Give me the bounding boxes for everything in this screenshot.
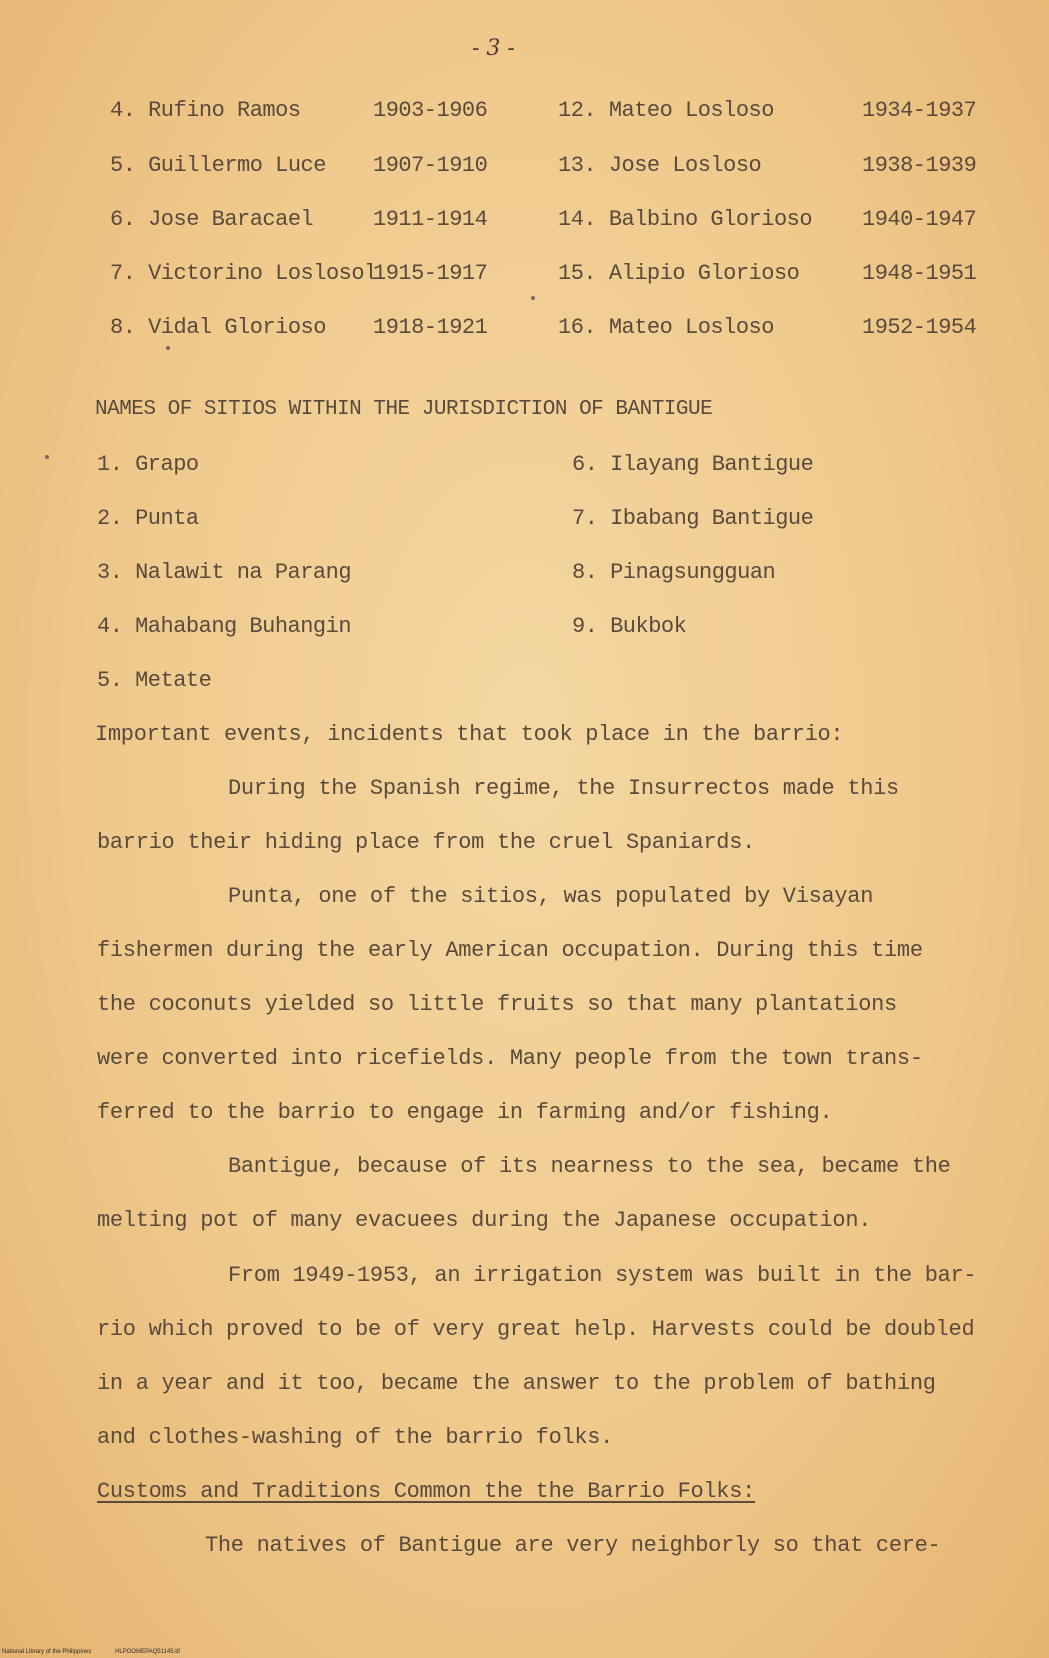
official-years: 1918-1921: [373, 315, 488, 340]
official-name: Mateo Losloso: [608, 98, 774, 123]
official-row: [110, 207, 313, 232]
events-heading: Important events, incidents that took place in the barrio:: [95, 722, 844, 747]
sitios-heading: NAMES OF SITIOS WITHIN THE JURISDICTION OF BANTIGUE: [95, 398, 713, 421]
sitio-item: 8. Pinagsungguan: [572, 560, 776, 585]
official-row: [558, 261, 799, 286]
official-number: 4.: [110, 98, 136, 123]
official-number: 8.: [110, 315, 136, 340]
page-number: - 3 -: [472, 36, 515, 61]
official-number: 5.: [110, 153, 136, 178]
body-line: From 1949-1953, an irrigation system was built in the bar-: [228, 1263, 977, 1288]
sitio-item: 6. Ilayang Bantigue: [572, 452, 814, 477]
official-number: 14.: [558, 207, 597, 232]
official-number: 15.: [558, 261, 597, 286]
body-line: rio which proved to be of very great help. Harvests could be doubled: [97, 1317, 975, 1342]
official-row: [558, 315, 774, 340]
footer-file-id: HLPOOMEPAQ51145.tif: [115, 1649, 180, 1655]
official-row: [110, 315, 326, 340]
official-years: 1915-1917: [373, 261, 488, 286]
official-name: Jose Losloso: [608, 153, 762, 178]
official-number: 6.: [110, 207, 136, 232]
official-row: [110, 261, 377, 286]
official-number: 13.: [558, 153, 597, 178]
sitio-item: 9. Bukbok: [572, 614, 687, 639]
stray-mark: [531, 296, 535, 300]
customs-heading: Customs and Traditions Common the the Barrio Folks:: [97, 1479, 756, 1504]
official-years: 1911-1914: [373, 207, 488, 232]
body-line: were converted into ricefields. Many people from the town trans-: [97, 1046, 923, 1071]
stray-mark: [45, 455, 49, 459]
sitio-item: 4. Mahabang Buhangin: [97, 614, 352, 639]
official-row: [558, 98, 774, 123]
body-line: and clothes-washing of the barrio folks.: [97, 1425, 614, 1450]
body-line: in a year and it too, became the answer to the problem of bathing: [97, 1371, 936, 1396]
body-line: During the Spanish regime, the Insurrectos made this: [228, 776, 899, 801]
official-years: 1907-1910: [373, 153, 488, 178]
body-line: melting pot of many evacuees during the Japanese occupation.: [97, 1208, 872, 1233]
stray-mark: [166, 346, 170, 350]
official-name: Balbino Glorioso: [608, 207, 813, 232]
body-line: the coconuts yielded so little fruits so that many plantations: [97, 992, 897, 1017]
body-line: ferred to the barrio to engage in farming and/or fishing.: [97, 1100, 833, 1125]
official-number: 16.: [558, 315, 597, 340]
official-row: [110, 153, 326, 178]
official-name: Vidal Glorioso: [148, 315, 326, 340]
official-row: [558, 153, 761, 178]
official-years: 1952-1954: [862, 315, 977, 340]
official-years: 1948-1951: [862, 261, 977, 286]
body-line: barrio their hiding place from the cruel Spaniards.: [97, 830, 756, 855]
official-years: 1938-1939: [862, 153, 977, 178]
official-years: 1934-1937: [862, 98, 977, 123]
official-name: Alipio Glorioso: [608, 261, 800, 286]
official-name: Mateo Losloso: [608, 315, 774, 340]
official-number: 12.: [558, 98, 597, 123]
official-row: [558, 207, 812, 232]
body-line: fishermen during the early American occupation. During this time: [97, 938, 923, 963]
official-name: Rufino Ramos: [148, 98, 301, 123]
scan-footer: [2, 1649, 202, 1655]
body-line: Punta, one of the sitios, was populated by Visayan: [228, 884, 874, 909]
footer-library: National Library of the Philippines: [2, 1649, 92, 1655]
official-number: 7.: [110, 261, 136, 286]
official-years: 1903-1906: [373, 98, 488, 123]
sitio-item: 3. Nalawit na Parang: [97, 560, 352, 585]
customs-line: The natives of Bantigue are very neighborly so that cere-: [205, 1533, 941, 1558]
sitio-item: 5. Metate: [97, 668, 212, 693]
sitio-item: 7. Ibabang Bantigue: [572, 506, 814, 531]
sitio-item: 1. Grapo: [97, 452, 199, 477]
official-name: Jose Baracael: [148, 207, 314, 232]
official-years: 1940-1947: [862, 207, 977, 232]
body-line: Bantigue, because of its nearness to the sea, became the: [228, 1154, 951, 1179]
official-name: Victorino Loslosol: [148, 261, 377, 286]
official-row: [110, 98, 301, 123]
official-name: Guillermo Luce: [148, 153, 326, 178]
sitio-item: 2. Punta: [97, 506, 199, 531]
